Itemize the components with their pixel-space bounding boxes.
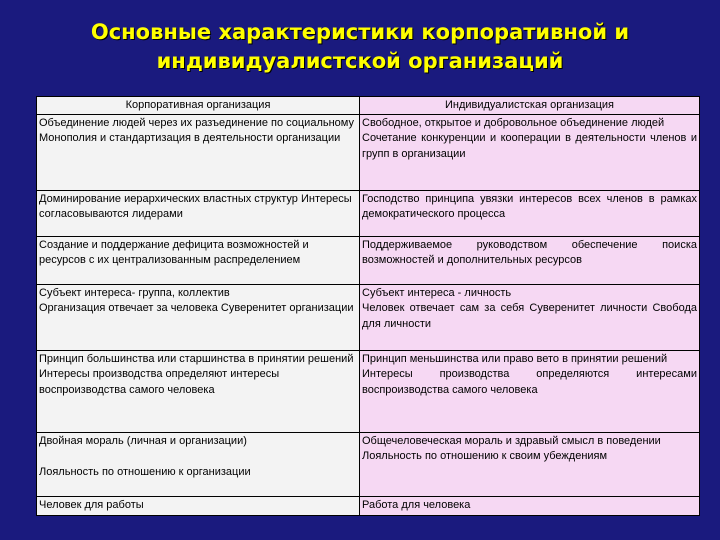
- cell-text: Общечеловеческая мораль и здравый смысл в поведении: [362, 434, 661, 447]
- cell-text: Господство принципа увязки интересов всех членов в рамках демократического процесса: [362, 192, 697, 220]
- cell-text: Субъект интереса - личность: [362, 286, 512, 299]
- individualist-cell: [360, 496, 700, 516]
- cell-text: Субъект интереса- группа, коллектив: [39, 286, 230, 299]
- cell-text: Принцип большинства или старшинства в принятии решений: [39, 352, 354, 365]
- cell-text: Доминирование иерархических властных структур Интересы согласовываются лидерами: [39, 192, 352, 220]
- corporate-cell: [37, 114, 360, 190]
- comparison-table: [36, 96, 700, 516]
- cell-text: Свободное, открытое и добровольное объединение людей: [362, 116, 665, 129]
- cell-text: Интересы производства определяют интересы воспроизводства самого человека: [39, 368, 280, 396]
- cell-text: Объединение людей через их разъединение по социальному: [39, 116, 354, 129]
- cell-text: Двойная мораль (личная и организации): [39, 434, 247, 447]
- cell-text: Монополия и стандартизация в деятельности организации: [39, 132, 341, 144]
- table-row: [37, 496, 700, 516]
- title-line-2: индивидуалистской организаций: [156, 49, 564, 73]
- cell-text: Организация отвечает за человека Суверенитет организации: [39, 302, 354, 314]
- cell-text: Лояльность по отношению к своим убеждениям: [362, 450, 608, 462]
- individualist-cell: [360, 114, 700, 190]
- corporate-cell: [37, 236, 360, 284]
- header-corporate: Корпоративная организация: [37, 97, 360, 115]
- table-row: [37, 432, 700, 496]
- cell-text: Поддерживаемое руководством обеспечение поиска возможностей и дополнительных ресурсов: [362, 238, 697, 266]
- corporate-cell: [37, 284, 360, 350]
- cell-text: Человек для работы: [39, 498, 144, 511]
- cell-text: Человек отвечает сам за себя Суверенитет личности Свобода для личности: [362, 302, 697, 330]
- table-header-row: [37, 97, 700, 115]
- individualist-cell: [360, 284, 700, 350]
- corporate-cell: [37, 496, 360, 516]
- cell-text: Лояльность по отношению к организации: [39, 466, 251, 478]
- cell-text: Сочетание конкуренции и кооперации в деятельности членов и групп в организации: [362, 132, 697, 160]
- corporate-cell: [37, 432, 360, 496]
- table-row: [37, 284, 700, 350]
- cell-text: Создание и поддержание дефицита возможностей и ресурсов с их централизованным распределением: [39, 238, 309, 266]
- cell-text: Работа для человека: [362, 498, 471, 511]
- table-row: [37, 190, 700, 236]
- individualist-cell: [360, 350, 700, 432]
- corporate-cell: [37, 350, 360, 432]
- corporate-cell: [37, 190, 360, 236]
- table-row: [37, 350, 700, 432]
- title-line-1: Основные характеристики корпоративной и: [90, 20, 630, 44]
- individualist-cell: [360, 236, 700, 284]
- table-row: [37, 114, 700, 190]
- individualist-cell: [360, 432, 700, 496]
- page-title: [0, 18, 720, 76]
- table-row: [37, 236, 700, 284]
- header-individualist: Индивидуалистская организация: [360, 97, 700, 115]
- cell-text: Интересы производства определяются интересами воспроизводства самого человека: [362, 368, 697, 396]
- cell-text: Принцип меньшинства или право вето в принятии решений: [362, 352, 668, 365]
- individualist-cell: [360, 190, 700, 236]
